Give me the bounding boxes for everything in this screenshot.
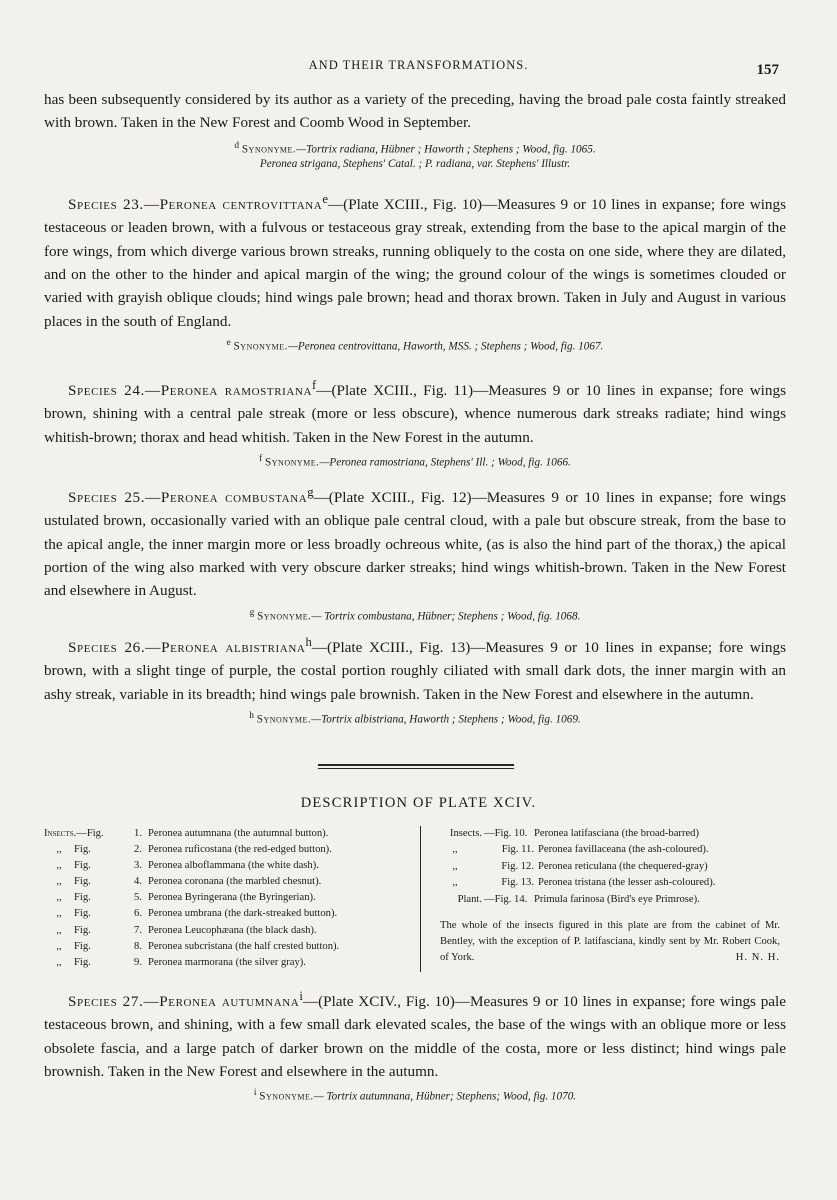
synonyme-label: Synonyme. [256, 713, 312, 726]
continuation-paragraph: has been subsequently considered by its author as a variety of the preceding, having the broad pale costa faintly streaked with brown. Taken in the New Forest and Coomb Wood in September. [44, 91, 786, 132]
figure-number: 3. [134, 860, 142, 872]
figure-number: 1. [134, 828, 142, 839]
figure-name: Peronea umbrana (the dark-streaked button). [148, 908, 338, 920]
figure-number: 2. [134, 844, 142, 856]
row-label: ,, Fig. [56, 844, 91, 856]
row-label: ,, Fig. [56, 908, 91, 920]
species-description: —(Plate XCIII., Fig. 13)—Measures 9 or 10 lines in expanse; fore wings brown, with a slight tinge of purple, the costal portion roughly ciliated with small dark dots, the inner margin with an ashy streak, variable in its breadth; hind wings pale brownish. Taken in the New Forest and elsewhere in the autumn. [44, 639, 786, 703]
footnote-mark: g [307, 485, 314, 499]
column-divider [420, 826, 421, 972]
species-description: —(Plate XCIII., Fig. 12)—Measures 9 or 10 lines in expanse; fore wings ustulated brown, occasionally varied with an oblique pale central cloud, with a pale but obscure streak, from the base to the apical angle, the inner margin more or less broadly ochreous white, (as is also the hind part of the thorax,) the apical portion of the wing also marked with very obscure darker streaks; hind wings whitish-brown. Taken in the New Forest and elsewhere in August. [44, 489, 786, 600]
figure-number: —Fig. 14. [484, 893, 528, 905]
figure-row [428, 859, 788, 875]
figure-number: 5. [134, 892, 142, 904]
species-paragraph [44, 188, 786, 333]
figure-number: 7. [134, 924, 142, 936]
figure-name: Primula farinosa (Bird's eye Primrose). [534, 893, 700, 905]
author-initials: H. N. H. [735, 952, 780, 964]
row-label: ,, Fig. [56, 876, 91, 888]
figure-name: Peronea coronana (the marbled chesnut). [148, 876, 322, 888]
plate-figures-right [428, 826, 788, 967]
synonyme-label: Synonyme. [233, 340, 288, 353]
figure-name: Peronea ruficostana (the red-edged button). [148, 844, 332, 856]
footnote-mark: f [312, 378, 317, 392]
figure-name: Peronea autumnana (the autumnal button). [148, 828, 329, 839]
footnote-mark: h [305, 635, 312, 649]
figure-row [428, 875, 788, 891]
synonyme-text: —Peronea centrovittana, Haworth, MSS. ; Stephens ; Wood, fig. 1067. [287, 340, 604, 353]
figure-name: Peronea Leucophæana (the black dash). [148, 924, 317, 936]
species-paragraph [44, 631, 786, 706]
figure-number: Fig. 11. [501, 844, 534, 856]
figure-row [428, 826, 788, 842]
species-description: —(Plate XCIV., Fig. 10)—Measures 9 or 10 lines in expanse; fore wings pale testaceous brown, and shining, with a few small dark elevated scales, the base of the wings with an oblique more or less obsolete fascia, and a large patch of darker brown on the middle of the costa, more or less distinct; hind wings pale brownish. Taken in the New Forest and elsewhere in the autumn. [44, 993, 786, 1080]
species-label: Species 26. [68, 639, 146, 657]
row-label: ,, [452, 844, 458, 856]
footnote-mark: f [259, 453, 263, 464]
footnote-mark: g [249, 607, 255, 618]
row-label: ,, Fig. [56, 860, 91, 872]
figure-name: Peronea marmorana (the silver gray). [148, 956, 306, 968]
species-paragraph [44, 985, 786, 1083]
footnote-mark: h [249, 710, 254, 721]
species-name: —Peronea centrovittana [143, 196, 323, 214]
figure-row [428, 842, 788, 858]
species-name: —Peronea combustana [145, 489, 308, 507]
figure-name: Peronea alboflammana (the white dash). [148, 860, 319, 872]
footnote-mark: e [322, 192, 328, 206]
figure-number: 8. [134, 940, 142, 952]
row-label: ,, [452, 877, 458, 889]
synonyme-text: —Peronea ramostriana, Stephens' Ill. ; Wood, fig. 1066. [319, 456, 571, 469]
figure-row [44, 955, 416, 971]
synonyme-note [44, 606, 786, 625]
figure-number: 6. [134, 908, 142, 920]
figure-row [44, 923, 416, 939]
row-label: Insects. [449, 828, 482, 839]
figure-name: Peronea latifasciana (the broad-barred) [534, 828, 699, 839]
figure-row [44, 906, 416, 922]
row-label: ,, [452, 860, 458, 872]
figure-name: Peronea reticulana (the chequered-gray) [538, 860, 708, 872]
synonyme-label: Synonyme. [259, 1090, 314, 1103]
plate-note-text: The whole of the insects figured in this plate are from the cabinet of Mr. Bentley, with the exception of P. latifasciana, kindly sent by Mr. Robert Cook, of York. [440, 920, 780, 964]
continuation-block [44, 88, 786, 172]
footnote-mark: d [234, 140, 240, 151]
species-description: —(Plate XCIII., Fig. 10)—Measures 9 or 10 lines in expanse; fore wings testaceous or leaden brown, with a fulvous or testaceous gray streak, extending from the base to the apical margin of the fore wings, from which diverge various brown streaks, running obliquely to the costa on one side, where they are dilated, and on the other to the hinder and apical margin of the wing; the ground colour of the wings is sometimes clouded or varied with grayish oblique clouds; hind wings pale brown; head and thorax brown. Taken in July and August in various places in the south of England. [44, 196, 787, 330]
figure-name: Peronea Byringerana (the Byringerian). [148, 892, 316, 904]
synonyme-text: — Tortrix autumnana, Hübner; Stephens; Wood, fig. 1070. [313, 1090, 577, 1103]
row-label: ,, Fig. [56, 924, 91, 936]
figure-row [44, 890, 416, 906]
synonyme-note [44, 452, 786, 471]
row-label: ,, Fig. [56, 892, 91, 904]
species-entry [44, 374, 786, 471]
synonyme-text-2: Peronea strigana, Stephens' Catal. ; P. radiana, var. Stephens' Illustr. [259, 158, 571, 171]
figure-row [44, 939, 416, 955]
figure-name: Peronea favillaceana (the ash-coloured). [538, 844, 709, 856]
figure-name: Peronea subcristana (the half crested button). [148, 940, 340, 952]
species-paragraph [44, 481, 786, 603]
synonyme-label: Synonyme. [265, 456, 320, 469]
figure-row [44, 826, 416, 842]
plate-figures-left [44, 826, 416, 971]
row-label: ,, Fig. [56, 940, 91, 952]
running-title: AND THEIR TRANSFORMATIONS. [308, 58, 529, 72]
plate-note [428, 918, 788, 967]
figure-number: Fig. 13. [501, 877, 534, 889]
plate-heading: DESCRIPTION OF PLATE XCIV. [300, 795, 537, 811]
species-entry [44, 631, 786, 728]
figure-number: Fig. 12. [501, 860, 534, 872]
synonyme-text: —Tortrix albistriana, Haworth ; Stephens ; Wood, fig. 1069. [311, 713, 581, 726]
section-rule-thin [318, 768, 514, 769]
species-entry [44, 481, 786, 624]
figure-row [44, 858, 416, 874]
row-label: Plant. [457, 893, 482, 905]
species-name: —Peronea albistriana [145, 639, 306, 657]
species-entry [44, 985, 786, 1105]
species-paragraph [44, 374, 786, 449]
synonyme-text: — Tortrix combustana, Hübner; Stephens ; Wood, fig. 1068. [311, 610, 581, 623]
species-label: Species 25. [68, 489, 146, 507]
row-label: Insects.—Fig. [44, 828, 104, 839]
species-label: Species 24. [68, 382, 145, 400]
page-number: 157 [756, 62, 779, 78]
species-label: Species 23. [68, 196, 144, 214]
species-description: —(Plate XCIII., Fig. 11)—Measures 9 or 10 lines in expanse; fore wings brown, shining with a central pale streak (more or less obscure), whence numerous dark streaks radiate; hind wings whitish-brown; thorax and head whitish. Taken in the New Forest in the autumn. [44, 382, 786, 446]
synonyme-text: —Tortrix radiana, Hübner ; Haworth ; Stephens ; Wood, fig. 1065. [296, 143, 596, 156]
footnote-mark: e [226, 337, 231, 348]
synonyme-note-d [44, 139, 786, 173]
section-rule [318, 764, 514, 766]
synonyme-label: Synonyme. [241, 143, 297, 156]
footnote-mark: i [299, 989, 303, 1003]
figure-number: —Fig. 10. [484, 828, 528, 839]
synonyme-note [44, 709, 786, 728]
footnote-mark: i [253, 1088, 257, 1099]
species-entry [44, 188, 786, 355]
synonyme-label: Synonyme. [257, 610, 312, 623]
figure-row [44, 842, 416, 858]
figure-row [428, 892, 788, 908]
figure-row [44, 874, 416, 890]
figure-name: Peronea tristana (the lesser ash-coloured). [538, 877, 716, 889]
species-name: —Peronea ramostriana [144, 382, 313, 400]
figure-number: 9. [134, 956, 142, 968]
row-label: ,, Fig. [56, 956, 91, 968]
synonyme-note [44, 1086, 786, 1105]
synonyme-note [44, 336, 786, 355]
species-label: Species 27. [68, 993, 144, 1011]
species-name: —Peronea autumnana [143, 993, 300, 1011]
figure-number: 4. [134, 876, 142, 888]
